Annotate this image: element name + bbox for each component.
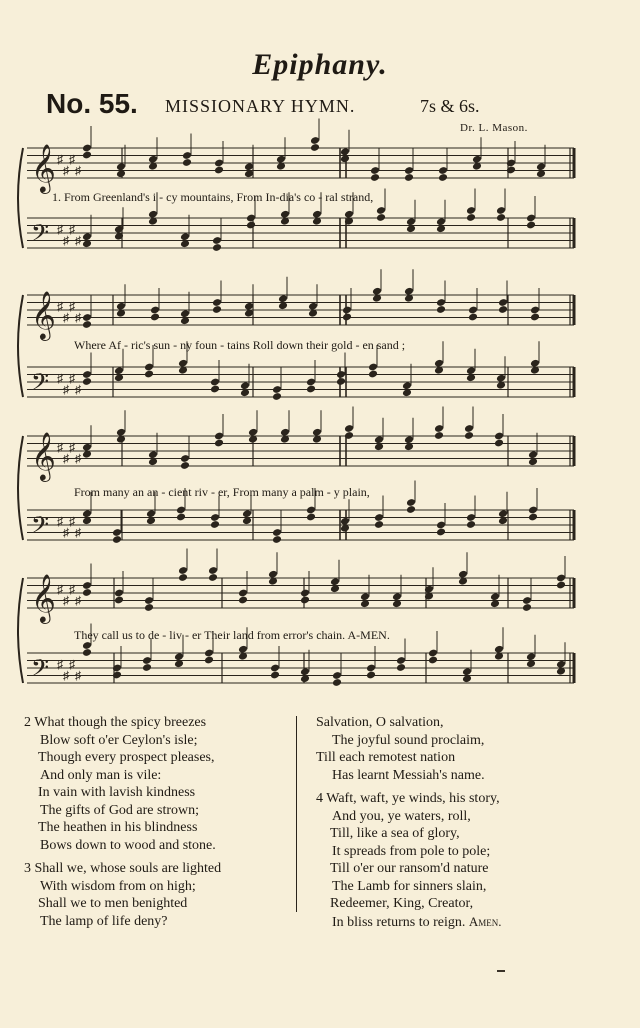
hymn-title: MISSIONARY HYMN. bbox=[165, 96, 356, 116]
sharp-icon: ♯ bbox=[57, 440, 63, 455]
verse-number: 4 bbox=[316, 791, 323, 806]
verse-2 bbox=[24, 714, 221, 854]
note-head bbox=[144, 603, 154, 612]
bass-clef-icon: 𝄢 bbox=[31, 219, 50, 252]
sharp-icon: ♯ bbox=[69, 371, 75, 386]
note-head bbox=[466, 213, 476, 222]
note-head bbox=[204, 656, 214, 665]
note-head bbox=[396, 663, 406, 672]
treble-clef-icon: 𝄞 bbox=[31, 143, 56, 192]
note-head bbox=[114, 596, 124, 605]
sharp-icon: ♯ bbox=[75, 310, 81, 325]
note-head bbox=[272, 392, 282, 401]
note-head bbox=[270, 671, 280, 680]
verse-line: The gifts of God are strown; bbox=[40, 802, 200, 818]
sharp-icon: ♯ bbox=[63, 310, 69, 325]
verse-line: The joyful sound proclaim, bbox=[332, 732, 485, 748]
verse-line: In vain with lavish kindness bbox=[38, 785, 196, 800]
note-head bbox=[332, 678, 342, 687]
note-head bbox=[376, 213, 386, 222]
verse-line: Has learnt Messiah's name. bbox=[332, 767, 485, 783]
note-head bbox=[436, 305, 446, 314]
system-brace bbox=[18, 578, 23, 683]
lyric-line: 1. From Greenland's i - cy mountains, From In-dia's co - ral strand, bbox=[52, 190, 374, 204]
verse-line: Till, like a sea of glory, bbox=[330, 826, 460, 841]
verse-line: Blow soft o'er Ceylon's isle; bbox=[40, 732, 198, 748]
verse-line: Though every prospect pleases, bbox=[38, 750, 215, 765]
system-brace bbox=[18, 295, 23, 397]
sharp-icon: ♯ bbox=[57, 222, 63, 237]
sharp-icon: ♯ bbox=[57, 371, 63, 386]
bass-clef-icon: 𝄢 bbox=[31, 654, 50, 687]
sharp-icon: ♯ bbox=[69, 514, 75, 529]
lyric-line: Where Af - ric's sun - ny foun - tains Roll down their gold - en sand ; bbox=[74, 338, 406, 352]
note-head bbox=[82, 588, 92, 597]
treble-clef-icon: 𝄞 bbox=[31, 431, 56, 480]
note-head bbox=[428, 656, 438, 665]
page-mark bbox=[497, 970, 505, 972]
note-head bbox=[466, 520, 476, 529]
sharp-icon: ♯ bbox=[63, 668, 69, 683]
note-head bbox=[272, 535, 282, 544]
note-head bbox=[182, 158, 192, 167]
hymn-meter: 7s & 6s. bbox=[420, 96, 480, 116]
note-head bbox=[82, 648, 92, 657]
verse-line: Salvation, O salvation, bbox=[316, 715, 444, 730]
treble-clef-icon: 𝄞 bbox=[31, 290, 56, 339]
system-brace bbox=[18, 148, 23, 248]
note-head bbox=[212, 243, 222, 252]
sharp-icon: ♯ bbox=[63, 382, 69, 397]
note-head bbox=[436, 528, 446, 537]
note-head bbox=[212, 305, 222, 314]
amen-label: Amen. bbox=[468, 913, 502, 929]
column-divider bbox=[296, 716, 297, 912]
verse-line: Shall we, whose souls are lighted bbox=[34, 861, 222, 876]
note-head bbox=[404, 173, 414, 182]
note-head bbox=[438, 173, 448, 182]
sharp-icon: ♯ bbox=[75, 163, 81, 178]
verse-line: Waft, waft, ye winds, his story, bbox=[326, 791, 500, 806]
verse-line: Bows down to wood and stone. bbox=[40, 837, 216, 853]
sharp-icon: ♯ bbox=[69, 582, 75, 597]
note-head bbox=[306, 385, 316, 394]
note-head bbox=[214, 166, 224, 175]
note-head bbox=[82, 320, 92, 329]
sharp-icon: ♯ bbox=[75, 668, 81, 683]
note-head bbox=[238, 596, 248, 605]
verse-line: And only man is vile: bbox=[40, 767, 162, 783]
verse-line: The lamp of life deny? bbox=[40, 913, 168, 929]
note-head bbox=[310, 143, 320, 152]
sharp-icon: ♯ bbox=[57, 299, 63, 314]
sharp-icon: ♯ bbox=[63, 525, 69, 540]
note-head bbox=[150, 313, 160, 322]
note-head bbox=[214, 439, 224, 448]
note-head bbox=[300, 596, 310, 605]
note-head bbox=[528, 513, 538, 522]
sharp-icon: ♯ bbox=[69, 222, 75, 237]
verse-line: What though the spicy breezes bbox=[34, 715, 207, 730]
note-head bbox=[210, 385, 220, 394]
sharp-icon: ♯ bbox=[63, 593, 69, 608]
note-head bbox=[526, 221, 536, 230]
note-head bbox=[142, 663, 152, 672]
note-head bbox=[82, 377, 92, 386]
sharp-icon: ♯ bbox=[75, 233, 81, 248]
verse-3-continued bbox=[316, 714, 502, 784]
note-head bbox=[176, 513, 186, 522]
note-head bbox=[374, 520, 384, 529]
verse-line: Till each remotest nation bbox=[316, 750, 456, 765]
verse-line: And you, ye waters, roll, bbox=[332, 808, 471, 824]
verse-3 bbox=[24, 860, 221, 930]
bass-clef-icon: 𝄢 bbox=[31, 368, 50, 401]
sharp-icon: ♯ bbox=[69, 657, 75, 672]
composer: Dr. L. Mason. bbox=[460, 122, 528, 134]
note-head bbox=[336, 377, 346, 386]
sharp-icon: ♯ bbox=[69, 299, 75, 314]
treble-clef-icon: 𝄞 bbox=[31, 573, 56, 622]
verse-line: In bliss returns to reign. bbox=[332, 914, 466, 930]
note-head bbox=[368, 370, 378, 379]
note-head bbox=[246, 221, 256, 230]
lyric-line: From many an an - cient riv - er, From many a palm - y plain, bbox=[74, 485, 370, 499]
note-head bbox=[180, 461, 190, 470]
note-head bbox=[434, 431, 444, 440]
note-head bbox=[530, 313, 540, 322]
sharp-icon: ♯ bbox=[75, 593, 81, 608]
verse-line: It spreads from pole to pole; bbox=[332, 843, 491, 859]
sharp-icon: ♯ bbox=[57, 514, 63, 529]
note-head bbox=[178, 573, 188, 582]
verse-column-left bbox=[24, 714, 221, 930]
verse-line: Redeemer, King, Creator, bbox=[330, 896, 474, 911]
verse-column-right bbox=[316, 714, 502, 931]
note-head bbox=[210, 520, 220, 529]
note-head bbox=[366, 671, 376, 680]
sharp-icon: ♯ bbox=[75, 382, 81, 397]
verse-4 bbox=[316, 790, 502, 931]
note-head bbox=[464, 431, 474, 440]
note-head bbox=[522, 603, 532, 612]
note-head bbox=[342, 313, 352, 322]
note-head bbox=[112, 535, 122, 544]
verse-line: The Lamb for sinners slain, bbox=[332, 878, 487, 894]
bass-clef-icon: 𝄢 bbox=[31, 511, 50, 544]
note-head bbox=[498, 305, 508, 314]
note-head bbox=[406, 505, 416, 514]
sharp-icon: ♯ bbox=[63, 233, 69, 248]
section-title: Epiphany. bbox=[252, 48, 388, 81]
sharp-icon: ♯ bbox=[57, 582, 63, 597]
hymn-number: No. 55. bbox=[46, 88, 138, 119]
sharp-icon: ♯ bbox=[57, 152, 63, 167]
verse-line: The heathen in his blindness bbox=[38, 820, 198, 835]
note-head bbox=[494, 439, 504, 448]
note-head bbox=[82, 151, 92, 160]
sharp-icon: ♯ bbox=[57, 657, 63, 672]
sharp-icon: ♯ bbox=[63, 163, 69, 178]
verse-line: With wisdom from on high; bbox=[40, 878, 196, 894]
sharp-icon: ♯ bbox=[63, 451, 69, 466]
sharp-icon: ♯ bbox=[75, 451, 81, 466]
note-head bbox=[306, 513, 316, 522]
verse-number: 3 bbox=[24, 861, 31, 876]
sharp-icon: ♯ bbox=[75, 525, 81, 540]
verse-line: Shall we to men benighted bbox=[38, 896, 188, 911]
system-brace bbox=[18, 436, 23, 540]
note-head bbox=[496, 213, 506, 222]
note-head bbox=[468, 313, 478, 322]
note-head bbox=[208, 573, 218, 582]
lyric-line: They call us to de - liv - er Their land from error's chain. A-MEN. bbox=[74, 628, 390, 642]
note-head bbox=[556, 581, 566, 590]
note-head bbox=[144, 370, 154, 379]
note-head bbox=[370, 173, 380, 182]
sharp-icon: ♯ bbox=[69, 152, 75, 167]
verse-number: 2 bbox=[24, 715, 31, 730]
verse-line: Till o'er our ransom'd nature bbox=[330, 861, 489, 876]
sharp-icon: ♯ bbox=[69, 440, 75, 455]
